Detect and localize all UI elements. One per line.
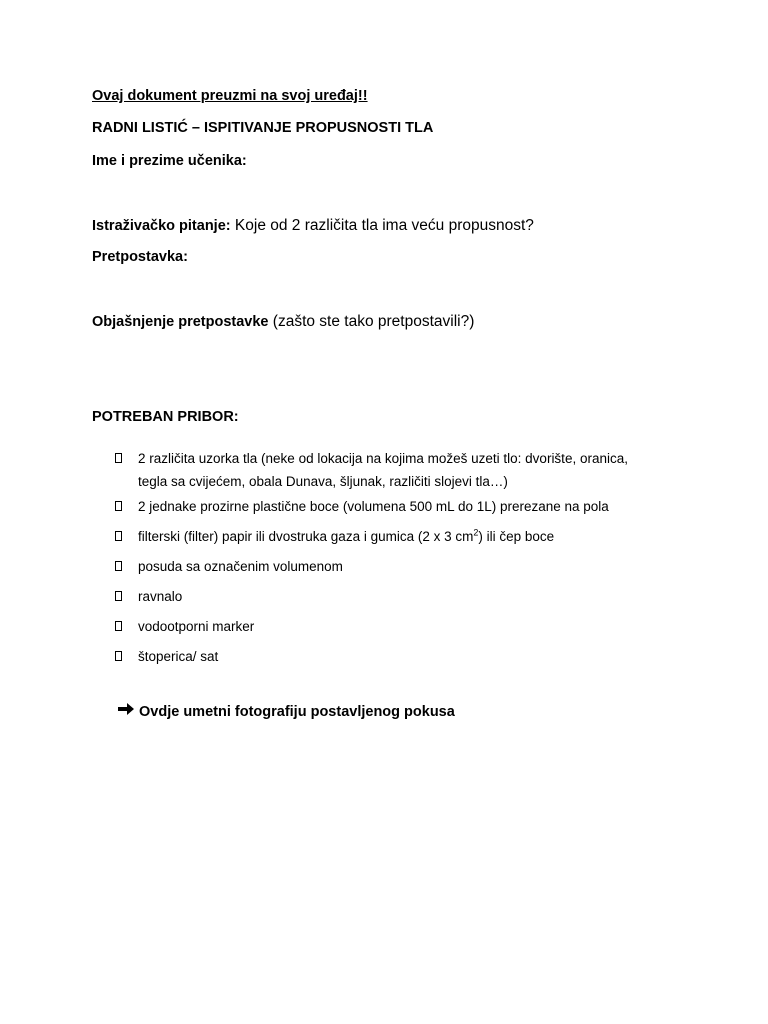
bullet-icon (115, 453, 122, 463)
photo-instruction-text: Ovdje umetni fotografiju postavljenog pokusa (139, 704, 455, 720)
hypothesis-explanation-text: (zašto ste tako pretpostavili?) (268, 313, 475, 330)
bullet-icon (115, 501, 122, 511)
materials-list-item (115, 645, 675, 668)
materials-list-item (115, 447, 675, 493)
hypothesis-label: Pretpostavka: (92, 249, 188, 265)
bullet-icon (115, 621, 122, 631)
intro-notice: Ovaj dokument preuzmi na svoj uređaj!! (92, 88, 368, 104)
bullet-icon (115, 561, 122, 571)
materials-item-text: ravnalo (138, 589, 183, 604)
student-name-label: Ime i prezime učenika: (92, 153, 247, 169)
materials-item-text: filterski (filter) papir ili dvostruka gaza i gumica (2 x 3 cm (138, 529, 474, 544)
bullet-icon (115, 591, 122, 601)
materials-list-item (115, 555, 675, 578)
materials-list (115, 447, 675, 675)
hypothesis-explanation (92, 314, 474, 330)
worksheet-title: RADNI LISTIĆ – ISPITIVANJE PROPUSNOSTI TLA (92, 120, 434, 136)
bullet-icon (115, 531, 122, 541)
materials-item-text: 2 različita uzorka tla (neke od lokacija na kojima možeš uzeti tlo: dvorište, oranica, tegla sa cvijećem, obala Dunava, šljunak, različiti slojevi tla…) (138, 451, 628, 489)
materials-list-item (115, 585, 675, 608)
materials-item-text: posuda sa označenim volumenom (138, 559, 343, 574)
materials-item-suffix: ) ili čep boce (478, 529, 555, 544)
photo-instruction (117, 702, 455, 720)
materials-item-text: 2 jednake prozirne plastične boce (volumena 500 mL do 1L) prerezane na pola (138, 499, 609, 514)
research-question (92, 218, 534, 234)
research-question-label: Istraživačko pitanje: (92, 218, 231, 234)
research-question-text: Koje od 2 različita tla ima veću propusnost? (230, 217, 534, 234)
bullet-icon (115, 651, 122, 661)
hypothesis-explanation-label: Objašnjenje pretpostavke (92, 314, 269, 330)
arrow-right-icon (117, 702, 135, 720)
materials-heading: POTREBAN PRIBOR: (92, 409, 239, 425)
materials-list-item (115, 495, 675, 518)
superscript: 2 (473, 527, 479, 538)
materials-item-text: vodootporni marker (138, 619, 255, 634)
materials-list-item (115, 525, 675, 548)
materials-item-text: štoperica/ sat (138, 649, 219, 664)
materials-list-item (115, 615, 675, 638)
